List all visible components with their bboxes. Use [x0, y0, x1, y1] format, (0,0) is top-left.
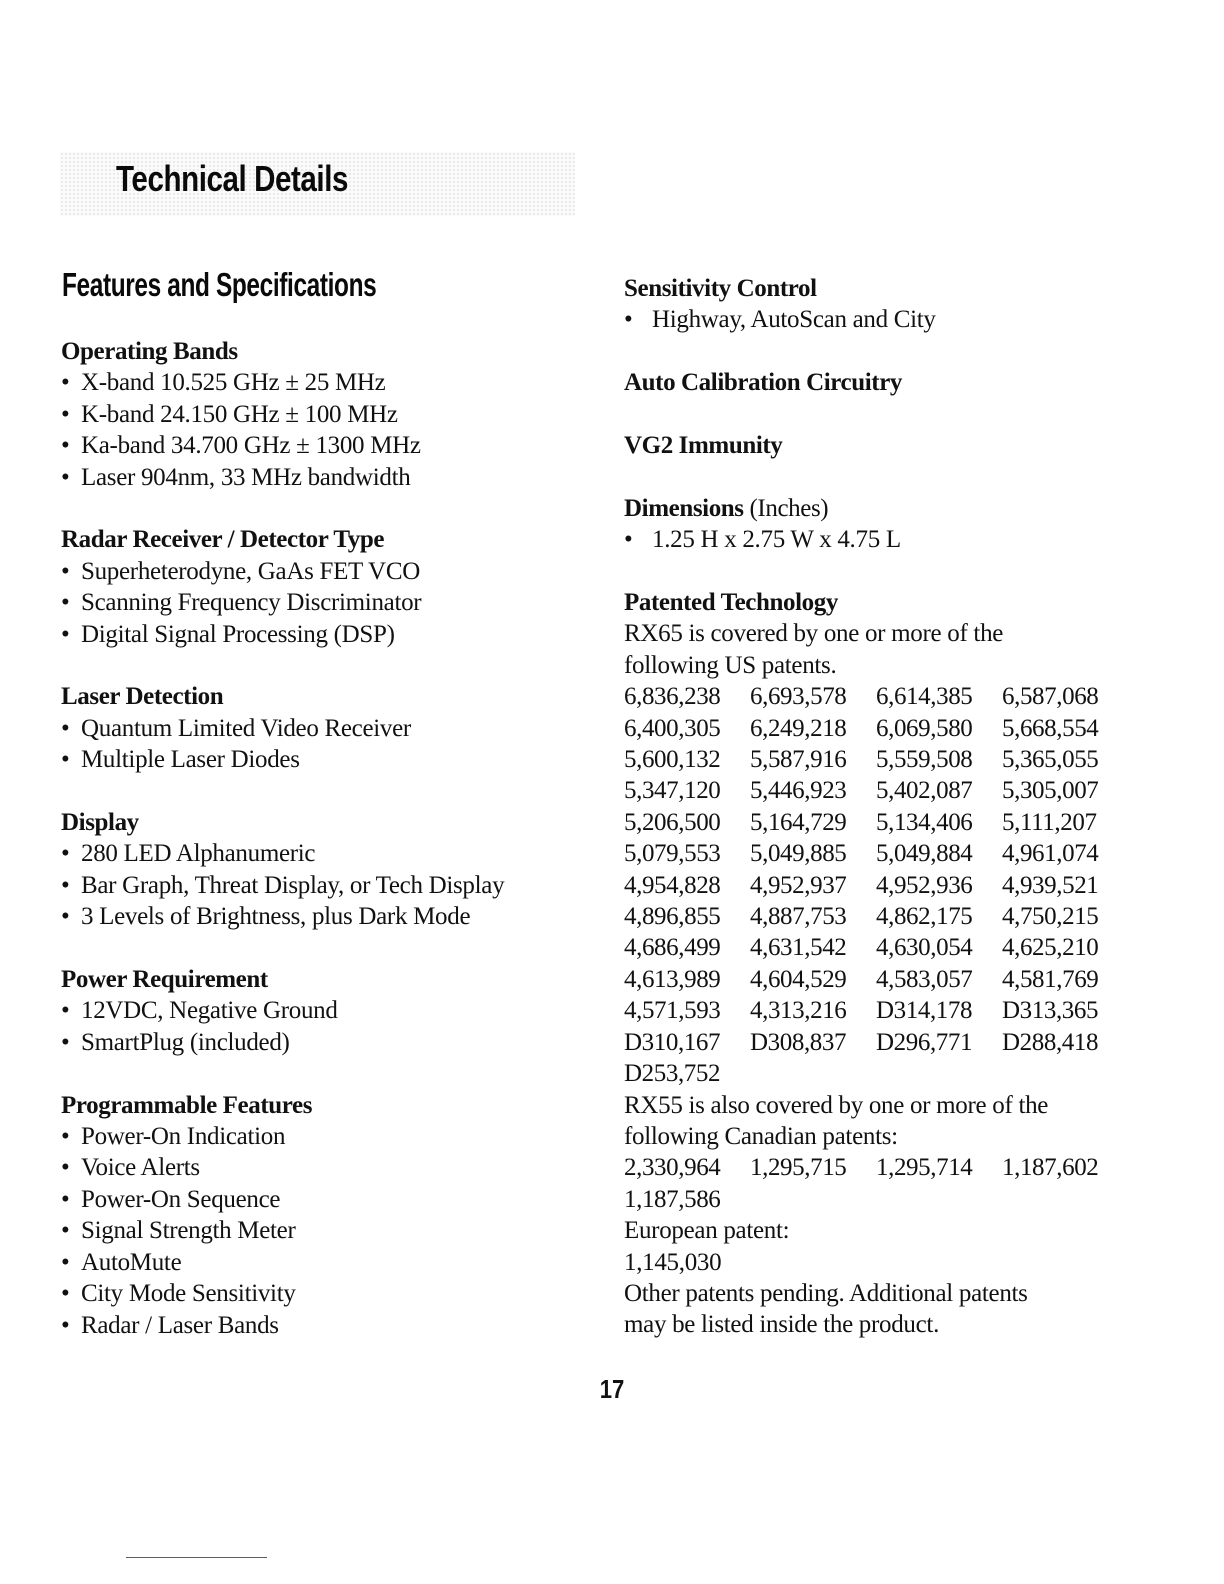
list-item: • 1.25 H x 2.75 W x 4.75 L: [624, 524, 1184, 555]
dimensions-unit: (Inches): [749, 494, 829, 522]
list-item: • Ka-band 34.700 GHz ± 1300 MHz: [61, 430, 591, 461]
us-patents-intro: following US patents.: [624, 651, 837, 679]
eu-patent-label: European patent:: [624, 1217, 790, 1245]
ca-patent-list: [624, 1152, 1184, 1215]
patent-number: 4,571,593: [624, 997, 721, 1025]
features-heading: Features and Specifications: [62, 266, 377, 303]
list-item: • Multiple Laser Diodes: [61, 744, 591, 775]
list-item: • Laser 904nm, 33 MHz bandwidth: [61, 462, 591, 493]
patent-row: [624, 807, 1184, 838]
display-section: [61, 807, 591, 933]
patent-row: [624, 901, 1184, 932]
patent-number: 4,313,216: [750, 997, 847, 1025]
patent-row: [624, 775, 1184, 806]
list-item: • 12VDC, Negative Ground: [61, 995, 591, 1026]
patent-number: 5,402,087: [876, 777, 973, 805]
patent-row: [624, 964, 1184, 995]
patent-number: 4,887,753: [750, 903, 847, 931]
patent-number: 5,206,500: [624, 808, 721, 836]
patents-pending-note: may be listed inside the product.: [624, 1311, 940, 1339]
patent-number: 6,249,218: [750, 714, 847, 742]
list-item: • Bar Graph, Threat Display, or Tech Display: [61, 870, 591, 901]
programmable-features-section: [61, 1090, 591, 1341]
patent-number: 6,836,238: [624, 683, 721, 711]
list-item: • X-band 10.525 GHz ± 25 MHz: [61, 367, 591, 398]
patent-number: 4,952,936: [876, 871, 973, 899]
section-title: Auto Calibration Circuitry: [624, 369, 903, 397]
patent-number: 5,134,406: [876, 808, 973, 836]
list-item: • Radar / Laser Bands: [61, 1310, 591, 1341]
patent-number: 5,587,916: [750, 746, 847, 774]
patent-number: 4,583,057: [876, 965, 973, 993]
patent-number: D313,365: [1002, 997, 1099, 1025]
patent-number: 5,164,729: [750, 808, 847, 836]
power-requirement-section: [61, 964, 591, 1058]
patent-number: 1,295,714: [876, 1154, 973, 1182]
patent-number: 4,896,855: [624, 903, 721, 931]
patent-number: 5,111,207: [1002, 808, 1097, 836]
patent-number: 1,187,602: [1002, 1154, 1099, 1182]
patent-number: 5,559,508: [876, 746, 973, 774]
patent-row: [624, 713, 1184, 744]
laser-detection-section: [61, 681, 591, 775]
list-item: • Signal Strength Meter: [61, 1215, 591, 1246]
section-title: Programmable Features: [61, 1091, 313, 1119]
page-title: Technical Details: [116, 158, 349, 199]
footer-rule: [126, 1557, 267, 1558]
right-column: [624, 273, 1184, 1372]
patent-number: D314,178: [876, 997, 973, 1025]
patent-number: 5,668,554: [1002, 714, 1099, 742]
list-item: • AutoMute: [61, 1247, 591, 1278]
patent-number: 4,954,828: [624, 871, 721, 899]
patent-number: 5,305,007: [1002, 777, 1099, 805]
patent-row: [624, 1152, 1184, 1183]
patent-row: [624, 1027, 1184, 1058]
sensitivity-section: [624, 273, 1184, 336]
auto-calibration-section: [624, 367, 1184, 398]
patent-number: 2,330,964: [624, 1154, 721, 1182]
patent-row: [624, 870, 1184, 901]
patent-number: 4,613,989: [624, 965, 721, 993]
patent-number: 4,604,529: [750, 965, 847, 993]
list-item: • Superheterodyne, GaAs FET VCO: [61, 556, 591, 587]
list-item: • Scanning Frequency Discriminator: [61, 587, 591, 618]
patent-number: 6,069,580: [876, 714, 973, 742]
list-item: • K-band 24.150 GHz ± 100 MHz: [61, 399, 591, 430]
patent-number: D288,418: [1002, 1028, 1099, 1056]
detector-type-section: [61, 524, 591, 650]
section-title: Sensitivity Control: [624, 275, 817, 302]
patent-number: 6,587,068: [1002, 683, 1099, 711]
patent-row: [624, 838, 1184, 869]
patent-number: D296,771: [876, 1028, 973, 1056]
section-title: Radar Receiver / Detector Type: [61, 526, 385, 554]
list-item: • Voice Alerts: [61, 1152, 591, 1183]
eu-patent-number: 1,145,030: [624, 1248, 722, 1276]
ca-patents-intro: following Canadian patents:: [624, 1122, 898, 1150]
patent-number: 5,365,055: [1002, 746, 1099, 774]
patent-number: 5,049,885: [750, 840, 847, 868]
section-title: Laser Detection: [61, 683, 224, 711]
patent-number: D308,837: [750, 1028, 847, 1056]
list-item: • Digital Signal Processing (DSP): [61, 619, 591, 650]
patents-pending-note: Other patents pending. Additional patents: [624, 1279, 1028, 1307]
patent-number: 4,862,175: [876, 903, 973, 931]
patent-number: 4,630,054: [876, 934, 973, 962]
patent-row: [624, 744, 1184, 775]
operating-bands-section: [61, 336, 591, 493]
patent-row: [624, 995, 1184, 1026]
patent-number: 4,686,499: [624, 934, 721, 962]
patents-section: [624, 587, 1184, 1341]
patent-number: 4,750,215: [1002, 903, 1099, 931]
patent-number: 5,446,923: [750, 777, 847, 805]
patent-number: 4,952,937: [750, 871, 847, 899]
patent-number: 6,614,385: [876, 683, 973, 711]
list-item: • Highway, AutoScan and City: [624, 304, 1184, 335]
list-item: • 3 Levels of Brightness, plus Dark Mode: [61, 901, 591, 932]
patent-number: 4,939,521: [1002, 871, 1099, 899]
left-column: [61, 336, 591, 1372]
us-patent-list: [624, 681, 1184, 1089]
patent-row: [624, 1058, 1184, 1089]
patent-number: 1,187,586: [624, 1185, 721, 1213]
list-item: • Power-On Sequence: [61, 1184, 591, 1215]
patent-number: 5,079,553: [624, 840, 721, 868]
patent-number: D310,167: [624, 1028, 721, 1056]
section-title: Display: [61, 809, 139, 837]
patent-number: 4,581,769: [1002, 965, 1099, 993]
dimensions-title: Dimensions: [624, 494, 744, 522]
section-title: Operating Bands: [61, 338, 238, 365]
section-title: Patented Technology: [624, 589, 838, 616]
patent-number: D253,752: [624, 1060, 721, 1088]
list-item: • 280 LED Alphanumeric: [61, 838, 591, 869]
dimensions-section: [624, 493, 1184, 556]
list-item: • Quantum Limited Video Receiver: [61, 713, 591, 744]
patent-row: [624, 681, 1184, 712]
list-item: • Power-On Indication: [61, 1121, 591, 1152]
patent-number: 6,400,305: [624, 714, 721, 742]
patent-number: 4,631,542: [750, 934, 847, 962]
patent-number: 4,961,074: [1002, 840, 1099, 868]
patent-row: [624, 1184, 1184, 1215]
patent-row: [624, 932, 1184, 963]
list-item: • City Mode Sensitivity: [61, 1278, 591, 1309]
section-title: [624, 493, 1184, 524]
patent-number: 1,295,715: [750, 1154, 847, 1182]
patent-number: 6,693,578: [750, 683, 847, 711]
patent-number: 4,625,210: [1002, 934, 1099, 962]
patent-number: 5,347,120: [624, 777, 721, 805]
vg2-section: [624, 430, 1184, 461]
us-patents-intro: RX65 is covered by one or more of the: [624, 620, 1004, 648]
page-number: 17: [599, 1374, 625, 1404]
patent-number: 5,049,884: [876, 840, 973, 868]
list-item: • SmartPlug (included): [61, 1027, 591, 1058]
ca-patents-intro: RX55 is also covered by one or more of the: [624, 1091, 1049, 1119]
patent-number: 5,600,132: [624, 746, 721, 774]
section-title: VG2 Immunity: [624, 432, 783, 459]
section-title: Power Requirement: [61, 966, 268, 994]
